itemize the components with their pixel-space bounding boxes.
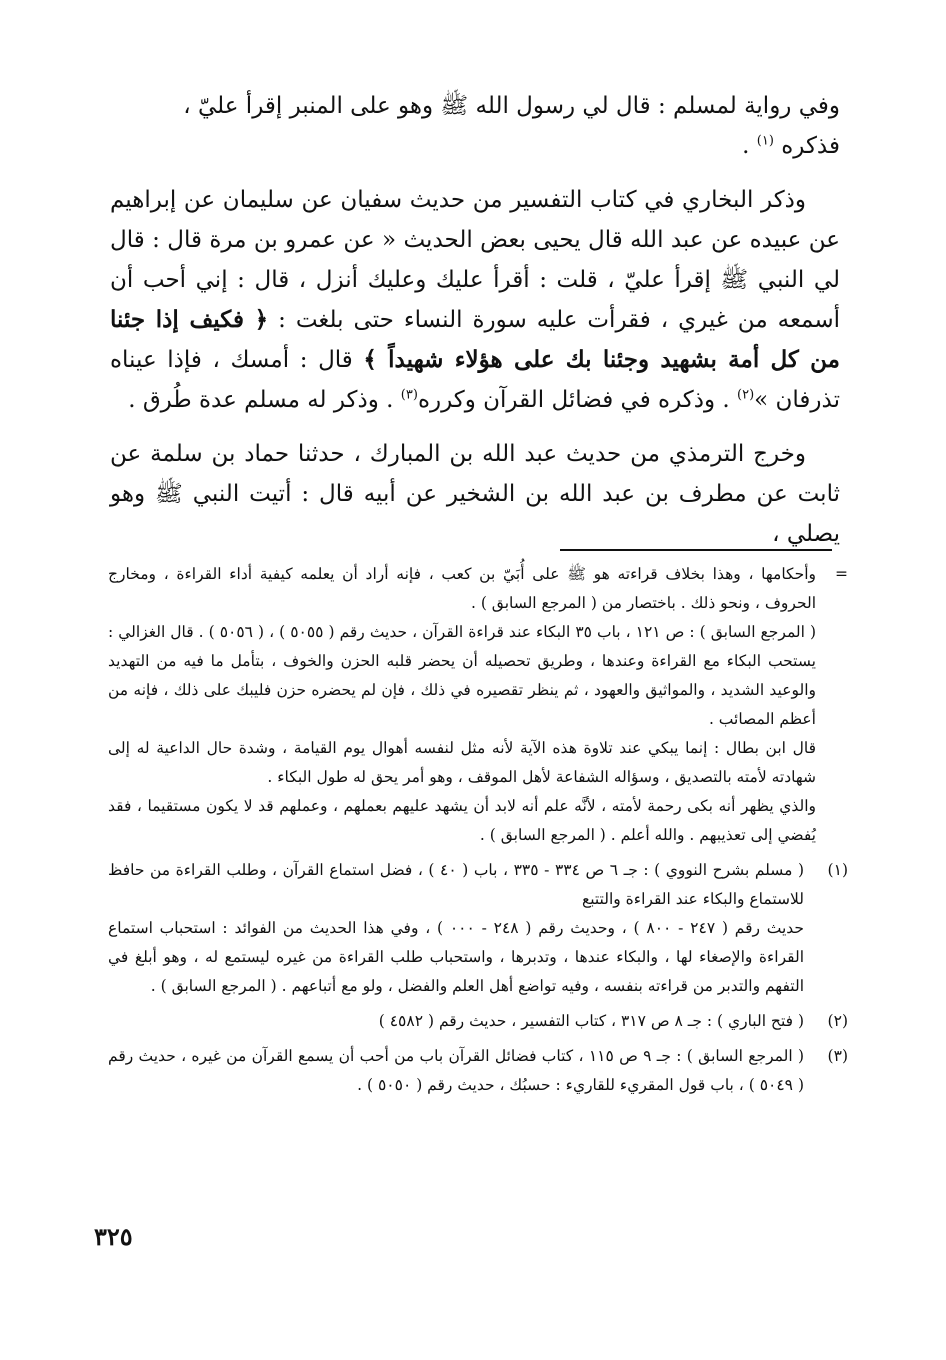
footnote-continuation xyxy=(108,560,848,850)
paragraph-line: فذكره xyxy=(781,133,840,159)
footnote-2 xyxy=(108,1007,848,1036)
footnote-paragraph: وأحكامها ، وهذا بخلاف قراءته هو ﷺ على أُبَيّ بن كعب ، فإنه أراد أن يعلمه كيفية أداء القراءة ، ومخارج الحروف ، ونحو ذلك . باختصار من ( المرجع السابق ) . xyxy=(108,565,816,612)
footnote-3 xyxy=(108,1042,848,1100)
footnote-number: (٣) xyxy=(827,1047,848,1065)
continuation-mark: = xyxy=(835,565,848,583)
footnote-ref-1: (١) xyxy=(756,133,774,149)
main-text xyxy=(110,86,840,568)
footnote-paragraph: ( المرجع السابق ) : ص ١٢١ ، باب ٣٥ البكاء عند قراءة القرآن ، حديث رقم ( ٥٠٥٥ ) ، ( ٥٠٥٦ ) . قال الغزالي : يستحب البكاء مع القراءة وعندها ، وطريق تحصيله أن يحضر قلبه الحزن والخوف ، بتأمل ما فيه من التهديد والوعيد الشديد ، والمواثيق والعهود ، ثم ينظر تقصيره في ذلك ، فإن لم يحضره حزن فليبك على ذلك ، فإنه من أعظم المصائب . xyxy=(108,623,816,728)
paragraph-text: . وذكره في فضائل القرآن وكرره xyxy=(417,387,730,413)
footnote-paragraph: ( المرجع السابق ) : جـ ٩ ص ١١٥ ، كتاب فضائل القرآن باب من أحب أن يسمع القرآن من غيره ، حديث رقم ( ٥٠٤٩ ) ، باب قول المقريء للقاريء : حسبُك ، حديث رقم ( ٥٠٥٠ ) . xyxy=(108,1047,805,1094)
footnote-paragraph: قال ابن بطال : إنما يبكي عند تلاوة هذه الآية لأنه مثل لنفسه أهوال يوم القيامة ، وشدة حال الداعية له إلى شهادته لأمته بالتصديق ، وسؤاله الشفاعة لأهل الموقف ، وهو أمر يحق له طول البكاء . xyxy=(108,739,816,786)
footnote-paragraph: ( فتح الباري ) : جـ ٨ ص ٣١٧ ، كتاب التفسير ، حديث رقم ( ٤٥٨٢ ) xyxy=(378,1012,804,1030)
footnote-number: (٢) xyxy=(827,1012,848,1030)
paragraph-text: . وذكر له مسلم عدة طُرق . xyxy=(128,387,394,413)
paragraph-tirmidhi-narration xyxy=(110,434,840,554)
footnote-number: (١) xyxy=(827,861,848,879)
footnote-divider xyxy=(560,549,832,551)
page-number: ٣٢٥ xyxy=(94,1222,133,1251)
quran-verse: ﴿ فكيف إذا جئنا من كل أمة بشهيد وجئنا بك على هؤلاء شهيداً ﴾ xyxy=(110,306,840,373)
paragraph-text: وخرج الترمذي من حديث عبد الله بن المبارك ، حدثنا حماد بن سلمة عن ثابت عن مطرف بن عبد الله بن الشخير عن أبيه قال : أتيت النبي ﷺ وهو يصلي ، xyxy=(110,441,840,547)
paragraph-bukhari-narration xyxy=(110,180,840,420)
footnote-ref-2: (٢) xyxy=(737,387,755,403)
footnote-paragraph: حديث رقم ( ٢٤٧ - ٨٠٠ ) ، وحديث رقم ( ٢٤٨ - ٠٠٠ ) ، وفي هذا الحديث من الفوائد : استحباب استماع القراءة والإصغاء لها ، والبكاء عندها ، وتدبرها ، واستحباب طلب القراءة من غيره ليستمع له ، وهو أبلغ في التفهم والتدبر من قراءته بنفسه ، وفيه تواضع أهل العلم والفضل ، ولو مع أتباعهم . ( المرجع السابق ) . xyxy=(108,919,805,995)
paragraph-muslim-narration xyxy=(110,86,840,166)
footnote-ref-3: (٣) xyxy=(400,387,418,403)
footnotes xyxy=(108,560,848,1106)
paragraph-text: وذكر البخاري في كتاب التفسير من حديث سفيان عن سليمان عن إبراهيم عن عبيده عن عبد الله قال يحيى بعض الحديث « عن عمرو بن مرة قال : قال لي النبي ﷺ إقرأ عليّ ، قلت : أقرأ عليك وعليك أنزل ، قال : إني أحب أن أسمعه من غيري ، فقرأت عليه سورة النساء حتى بلغت : xyxy=(110,187,841,333)
paragraph-text: قال : أمسك ، فإذا عيناه تذرفان » xyxy=(110,347,840,413)
paragraph-end: . xyxy=(742,133,750,159)
footnote-paragraph: والذي يظهر أنه بكى رحمة لأمته ، لأنَّه علم أنه لابد أن يشهد عليهم بعملهم ، وعملهم قد لا يكون مستقيما ، فقد يُفضي إلى تعذيبهم . والله أعلم . ( المرجع السابق ) . xyxy=(108,797,816,844)
footnote-paragraph: ( مسلم بشرح النووي ) : جـ ٦ ص ٣٣٤ - ٣٣٥ ، باب ( ٤٠ ) ، فضل استماع القرآن ، وطلب القراءة من حافظ للاستماع والبكاء عند القراءة والتتبع xyxy=(108,861,805,908)
paragraph-line: وفي رواية لمسلم : قال لي رسول الله ﷺ وهو على المنبر إقرأ عليّ ، xyxy=(183,93,840,119)
footnote-1 xyxy=(108,856,848,1001)
